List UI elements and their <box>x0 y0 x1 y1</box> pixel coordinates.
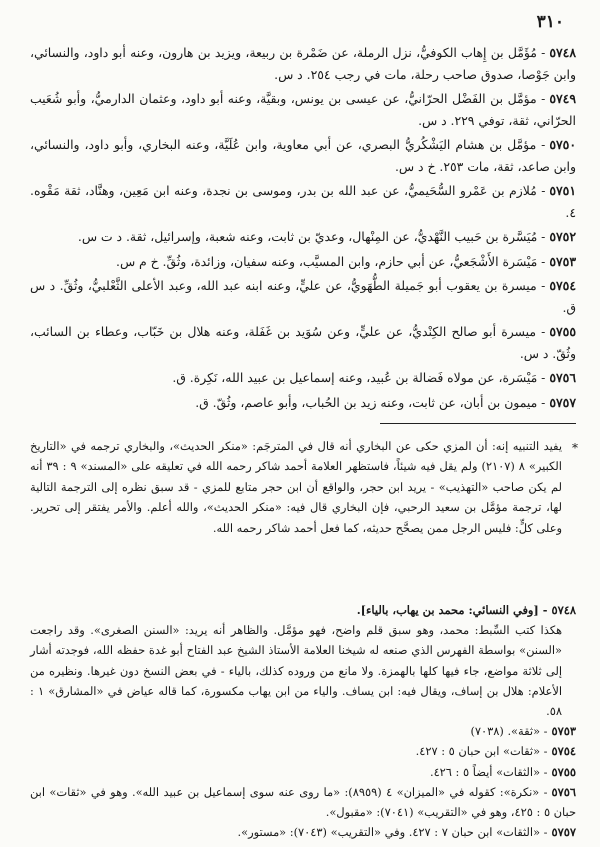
entry-number: ٥٧٥٢ <box>549 229 576 244</box>
entry-number: ٥٧٥٣ <box>549 253 576 269</box>
page-number: ٣١٠ <box>536 12 564 32</box>
entry-text: - مؤمَّل بن هشام اليَشْكُريُّ البصري، عن أبي معاوية، وابن عُلَيَّة، وعنه البخاري، وأبو داود، والنسائي، وابن صاعد، ثقة، مات ٢٥٣. خ د س. <box>30 137 576 174</box>
note-number: ٥٧٥٥ <box>551 764 576 779</box>
entry-text: - مُؤَمَّل بن إِهاب الكوفيُّ، نزل الرملة، عن ضَمْرة بن ربيعة، ويزيد بن هارون، وعنه أبو داود، والنسائي، وابن جَوْصا، صدوق صاحب رحلة، مات في رجب ٢٥٤. د س. <box>30 45 576 82</box>
note-text: - «الثقات» ابن حبان ٧ : ٤٢٧. وفي «التقريب» (٧٠٤٣): «مستور». <box>237 825 548 840</box>
entry-text: - مُلازم بن عَمْرو السُّحَيميُّ، عن عبد الله بن بدر، وموسى بن نجدة، وعنه ابن مَعِين، وهنَّاد، ثقة مَقْوه. ٤. <box>30 183 576 220</box>
note-text: هكذا كتب السِّبط: محمد، وهو سبق قلم واضح، فهو مؤمَّل. والظاهر أنه يريد: «السنن الصغرى». وقد راجعت «السنن» بواسطة الفهرس الذي صنعه له شيخنا العلامة الأستاذ الشيخ عبد الفتاح أبو غدة حفظه الله، فوجدته أشار إلى ثلاثة مواضع، جاء فيها كلها بالهمزة. ولا مانع من وروده كذلك، بالياء - في بعض النسخ دون غيرها. ونظيره من الأعلام: هلال بن إساف، ويقال فيه: ابن يساف. والياء من ابن يهاب مكسورة، كما قاله عياض في «المشارق» ١ : ٥٨. <box>30 623 562 719</box>
footnote-divider <box>380 423 576 424</box>
note-number: ٥٧٥٧ <box>551 825 576 840</box>
critical-apparatus <box>30 600 576 842</box>
footnote-text: يفيد التنبيه إنه: أن المزي حكى عن البخاري أنه قال في المترجَم: «منكر الحديث»، والبخاري ترجمه في «التاريخ الكبير» ٨ (٢١٠٧) ولم يقل فيه شيئاً، فاستظهر العلامة أحمد شاكر رحمه الله في تعليقه على «المسند» ٩ : ٣٩ أنه لم يكن صاحب «التهذيب» - يريد ابن حجر، والواقع أن ابن حجر متابع للمزي - قد سبق نظره إلى الترجمة التالية لها، ترجمة مؤمَّل بن سعيد الرحبي، فإن البخاري قال فيه: «منكر الحديث»، والله أعلم. والأمر يفتقر إلى تحرير. وعلى كلٍّ: فليس الرجل ممن يصحَّح حديثه، كما فعل أحمد شاكر رحمه الله. <box>30 439 562 535</box>
entry <box>30 392 576 414</box>
note-text: - «نكرة»: كقوله في «الميزان» ٤ (٨٩٥٩): «ما روى عنه سوى إسماعيل بن عبيد الله». وهو في «ثقات» ابن حبان ٥ : ٤٢٥، وهو في «التقريب» (٧٠٤١): «مقبول». <box>30 784 576 820</box>
note-text: - «ثقات» ابن حبان ٥ : ٤٢٧. <box>415 744 548 759</box>
apparatus-note <box>30 822 576 842</box>
footnote-marker: * <box>572 441 578 455</box>
entry-number: ٥٧٤٩ <box>549 91 576 106</box>
entry-number: ٥٧٥٤ <box>549 278 576 293</box>
entry-text: - ميمون بن أبان، عن ثابت، وعنه زيد بن الحُباب، وأبو عاصم، وثُقّ. ق. <box>195 394 546 410</box>
note-text: - «الثقات» أيضاً ٥ : ٤٢٦. <box>429 764 548 779</box>
apparatus-note <box>30 782 576 822</box>
note-number: ٥٧٥٤ <box>551 744 576 759</box>
footnote <box>30 436 576 538</box>
entry <box>30 321 576 364</box>
entry <box>30 251 576 273</box>
entry <box>30 180 576 223</box>
entry-number: ٥٧٤٨ <box>549 45 576 60</box>
apparatus-note <box>30 741 576 761</box>
entry <box>30 134 576 177</box>
entry-number: ٥٧٥٥ <box>549 324 576 339</box>
apparatus-note <box>30 762 576 782</box>
entry <box>30 42 576 85</box>
note-number: ٥٧٤٨ <box>551 603 576 617</box>
entry-number: ٥٧٥٧ <box>549 394 576 410</box>
entry-text: - مؤمَّل بن الفَضْل الحرّانيُّ، عن عيسى بن يونس، وبقيَّة، وعنه أبو داود، وعثمان الدارميُّ، وأبو شُعَيب الحرّاني، ثقة، توفي ٢٢٩. د س. <box>30 91 576 128</box>
note-number: ٥٧٥٣ <box>551 724 576 739</box>
biography-entries <box>30 42 576 416</box>
entry <box>30 367 576 389</box>
note-heading: - [وفي النسائي: محمد بن يهاب، بالياء]. <box>356 603 548 617</box>
apparatus-note <box>30 600 576 721</box>
entry-text: - ميسرة أبو صالح الكِنْديُّ، عن عليٍّ، وعن سُوَيد بن غَفَلة، وعنه هلال بن خَبّاب، وعطاء بن السائب، وثُقّ. د س. <box>30 324 576 361</box>
entry-text: - ميسرة بن يعقوب أبو جَميلة الطُّهَويُّ، عن عليٍّ، وعنه ابنه عبد الله، وعبد الأعلى الثَّعْلبيُّ، وثُقِّ. د س ق. <box>30 278 576 315</box>
entry-number: ٥٧٥١ <box>549 183 576 198</box>
note-number: ٥٧٥٦ <box>551 784 576 799</box>
entry <box>30 275 576 318</box>
note-text: - «ثقة». (٧٠٣٨) <box>470 724 548 739</box>
entry-number: ٥٧٥٠ <box>549 137 576 152</box>
entry-number: ٥٧٥٦ <box>549 370 576 385</box>
entry-text: - مُيَسَّرة بن حَبيب النَّهْديُّ، عن المِنْهال، وعديّ بن ثابت، وعنه شعبة، وإسرائيل، ثقة. د ت س. <box>77 229 546 244</box>
entry-text: - مَيْسَرة الأَشْجَعيُّ، عن أبي حازم، وابن المسيَّب، وعنه سفيان، وزائدة، وثُقِّ. خ م س. <box>116 253 546 269</box>
entry <box>30 88 576 131</box>
apparatus-note <box>30 721 576 741</box>
entry-text: - مَيْسَرة، عن مولاه فَضالة بن عُبيد، وعنه إسماعيل بن عبيد الله، نَكِرة. ق. <box>172 370 546 385</box>
entry <box>30 226 576 248</box>
